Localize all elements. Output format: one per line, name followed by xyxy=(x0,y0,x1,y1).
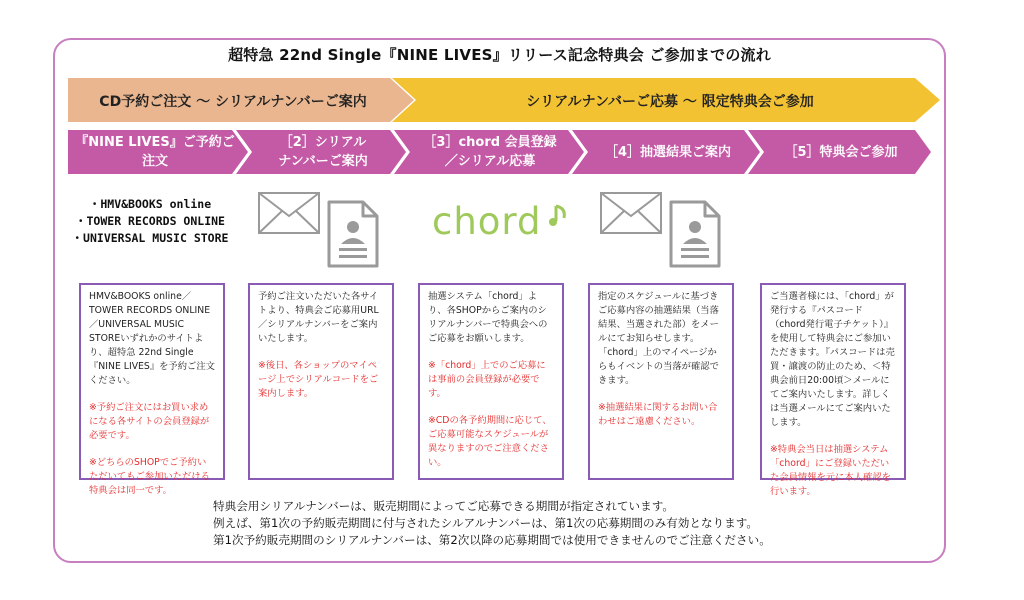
band-left-label: CD予約ご注文 〜 シリアルナンバーご案内 xyxy=(99,94,367,110)
step-4-label: ［4］抽選結果ご案内 xyxy=(604,144,732,160)
step-3-label: ［3］chord 会員登録 ／シリアル応募 xyxy=(423,135,557,169)
step-5-label: ［5］特典会ご参加 xyxy=(784,144,898,160)
store-list xyxy=(60,196,240,247)
box-text: 抽選システム「chord」より、各SHOPからご案内のシリアルナンバーで特典会へのご応募をお願いします。 xyxy=(428,291,548,344)
box-note: ※CDの各予約期間に応じて、ご応募可能なスケジュールが異なりますのでご注意ください。 xyxy=(428,415,552,468)
box-note: ※どちらのSHOPでご予約いただいてもご参加いただける特典会は同一です。 xyxy=(89,457,210,496)
step-1-box xyxy=(79,283,225,496)
step-2-label: ［2］シリアル ナンバーご案内 xyxy=(278,135,368,169)
step-4-box xyxy=(588,283,734,480)
step-1-label: 『NINE LIVES』ご予約ご注文 xyxy=(75,135,235,169)
document-icon xyxy=(669,200,721,268)
page-title: 超特急 22nd Single『NINE LIVES』リリース記念特典会 ご参加までの流れ xyxy=(228,46,771,64)
store-item: ・TOWER RECORDS ONLINE xyxy=(75,214,225,228)
box-note: ※特典会当日は抽選システム「chord」にご登録いただいた会員情報を元に本人確認を行います。 xyxy=(770,444,891,497)
envelope-icon xyxy=(600,192,662,234)
footer-notes xyxy=(213,498,853,549)
step-3-box xyxy=(418,283,564,480)
envelope-icon xyxy=(258,192,320,234)
footer-note: 例えば、第1次の予約販売期間に付与されたシルアルナンバーは、第1次の応募期間のみ有効となります。 xyxy=(213,516,758,530)
document-icon xyxy=(327,200,379,268)
box-note: ※「chord」上でのご応募には事前の会員登録が必要です。 xyxy=(428,360,546,399)
footer-note: 第1次予約販売期間のシリアルナンバーは、第2次以降の応募期間では使用できませんのでご注意ください。 xyxy=(213,533,771,547)
chord-logo-text: chord xyxy=(432,200,542,243)
footer-note: 特典会用シリアルナンバーは、販売期間によってご応募できる期間が指定されています。 xyxy=(213,499,674,513)
box-note: ※抽選結果に関するお問い合わせはご遠慮ください。 xyxy=(598,402,718,427)
box-text: 予約ご注文いただいた各サイトより、特典会ご応募用URL／シリアルナンバーをご案内いたします。 xyxy=(258,291,379,344)
store-item: ・HMV&BOOKS online xyxy=(88,197,212,211)
store-item: ・UNIVERSAL MUSIC STORE xyxy=(71,231,229,245)
box-note: ※予約ご注文にはお買い求めになる各サイトの会員登録が必要です。 xyxy=(89,402,210,441)
step-2-box xyxy=(248,283,394,480)
box-note: ※後日、各ショップのマイページ上でシリアルコードをご案内します。 xyxy=(258,360,379,399)
step-5-box xyxy=(760,283,906,497)
box-text: 指定のスケジュールに基づきご応募内容の抽選結果（当落結果、当選された部）をメールにてお知らせします。「chord」上のマイページからもイベントの当落が確認できます。 xyxy=(598,291,719,386)
box-text: HMV&BOOKS online／TOWER RECORDS ONLINE／UNIVERSAL MUSIC STOREいずれかのサイトより、超特急 22nd Single『NINE LIVES』を予約ご注文ください。 xyxy=(89,291,215,386)
music-note-icon xyxy=(548,204,570,228)
box-text: ご当選者様には、「chord」が発行する『パスコード（chord発行電子チケット）』を使用して特典会にご参加いただきます。『パスコードは売買・譲渡の防止のため、＜特典会前日20:00頃＞メールにてご案内いたします。詳しくは当選メールにてご案内いたします。 xyxy=(770,291,895,428)
band-right-label: シリアルナンバーご応募 〜 限定特典会ご参加 xyxy=(526,94,814,110)
